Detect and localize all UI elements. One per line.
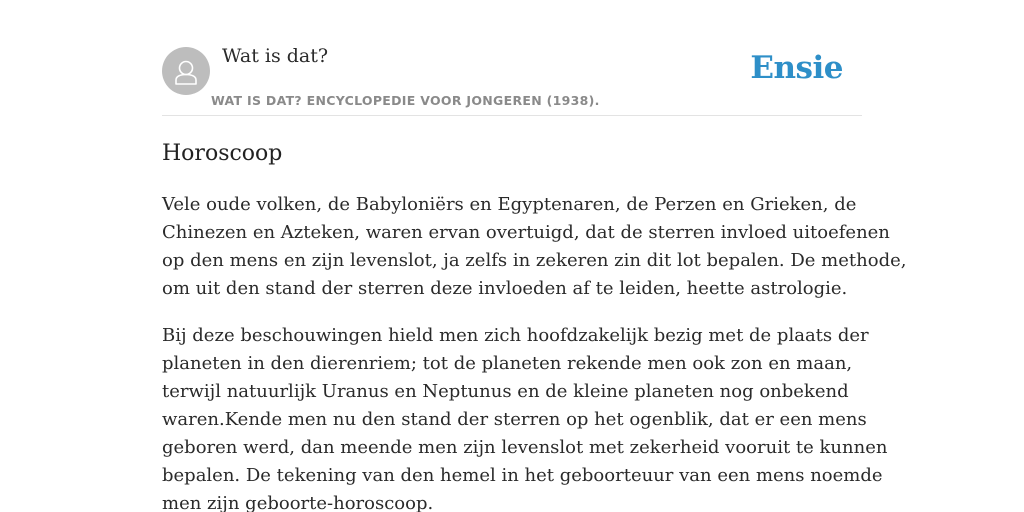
avatar[interactable] <box>162 47 210 95</box>
paragraph-line: op den mens en zijn levenslot, ja zelfs in zekeren zin dit lot bepalen. De methode, <box>162 250 907 271</box>
source-subtitle[interactable]: WAT IS DAT? ENCYCLOPEDIE VOOR JONGEREN (1938). <box>211 93 600 108</box>
header <box>162 0 862 116</box>
paragraph-line: planeten in den dierenriem; tot de planeten rekende men ook zon en maan, <box>162 353 853 374</box>
source-title[interactable]: Wat is dat? <box>222 45 329 67</box>
paragraph-line: Chinezen en Azteken, waren ervan overtuigd, dat de sterren invloed uitoefenen <box>162 222 890 243</box>
user-avatar-icon <box>162 47 210 95</box>
paragraph-line: geboren werd, dan meende men zijn levenslot met zekerheid vooruit te kunnen <box>162 437 888 458</box>
paragraph-line: terwijl natuurlijk Uranus en Neptunus en de kleine planeten nog onbekend <box>162 381 849 402</box>
article-paragraph <box>162 322 888 512</box>
brand-logo[interactable]: Ensie <box>750 50 843 86</box>
paragraph-line: bepalen. De tekening van den hemel in het geboorteuur van een mens noemde <box>162 465 883 486</box>
paragraph-line: om uit den stand der sterren deze invloeden af te leiden, heette astrologie. <box>162 278 848 299</box>
article-paragraph <box>162 191 907 303</box>
paragraph-line: waren.Kende men nu den stand der sterren op het ogenblik, dat er een mens <box>162 409 867 430</box>
article <box>162 136 907 512</box>
paragraph-line: Bij deze beschouwingen hield men zich hoofdzakelijk bezig met de plaats der <box>162 325 869 346</box>
paragraph-line: men zijn geboorte-horoscoop. <box>162 493 434 512</box>
paragraph-line: Vele oude volken, de Babyloniërs en Egyptenaren, de Perzen en Grieken, de <box>162 194 857 215</box>
article-title: Horoscoop <box>162 141 283 166</box>
